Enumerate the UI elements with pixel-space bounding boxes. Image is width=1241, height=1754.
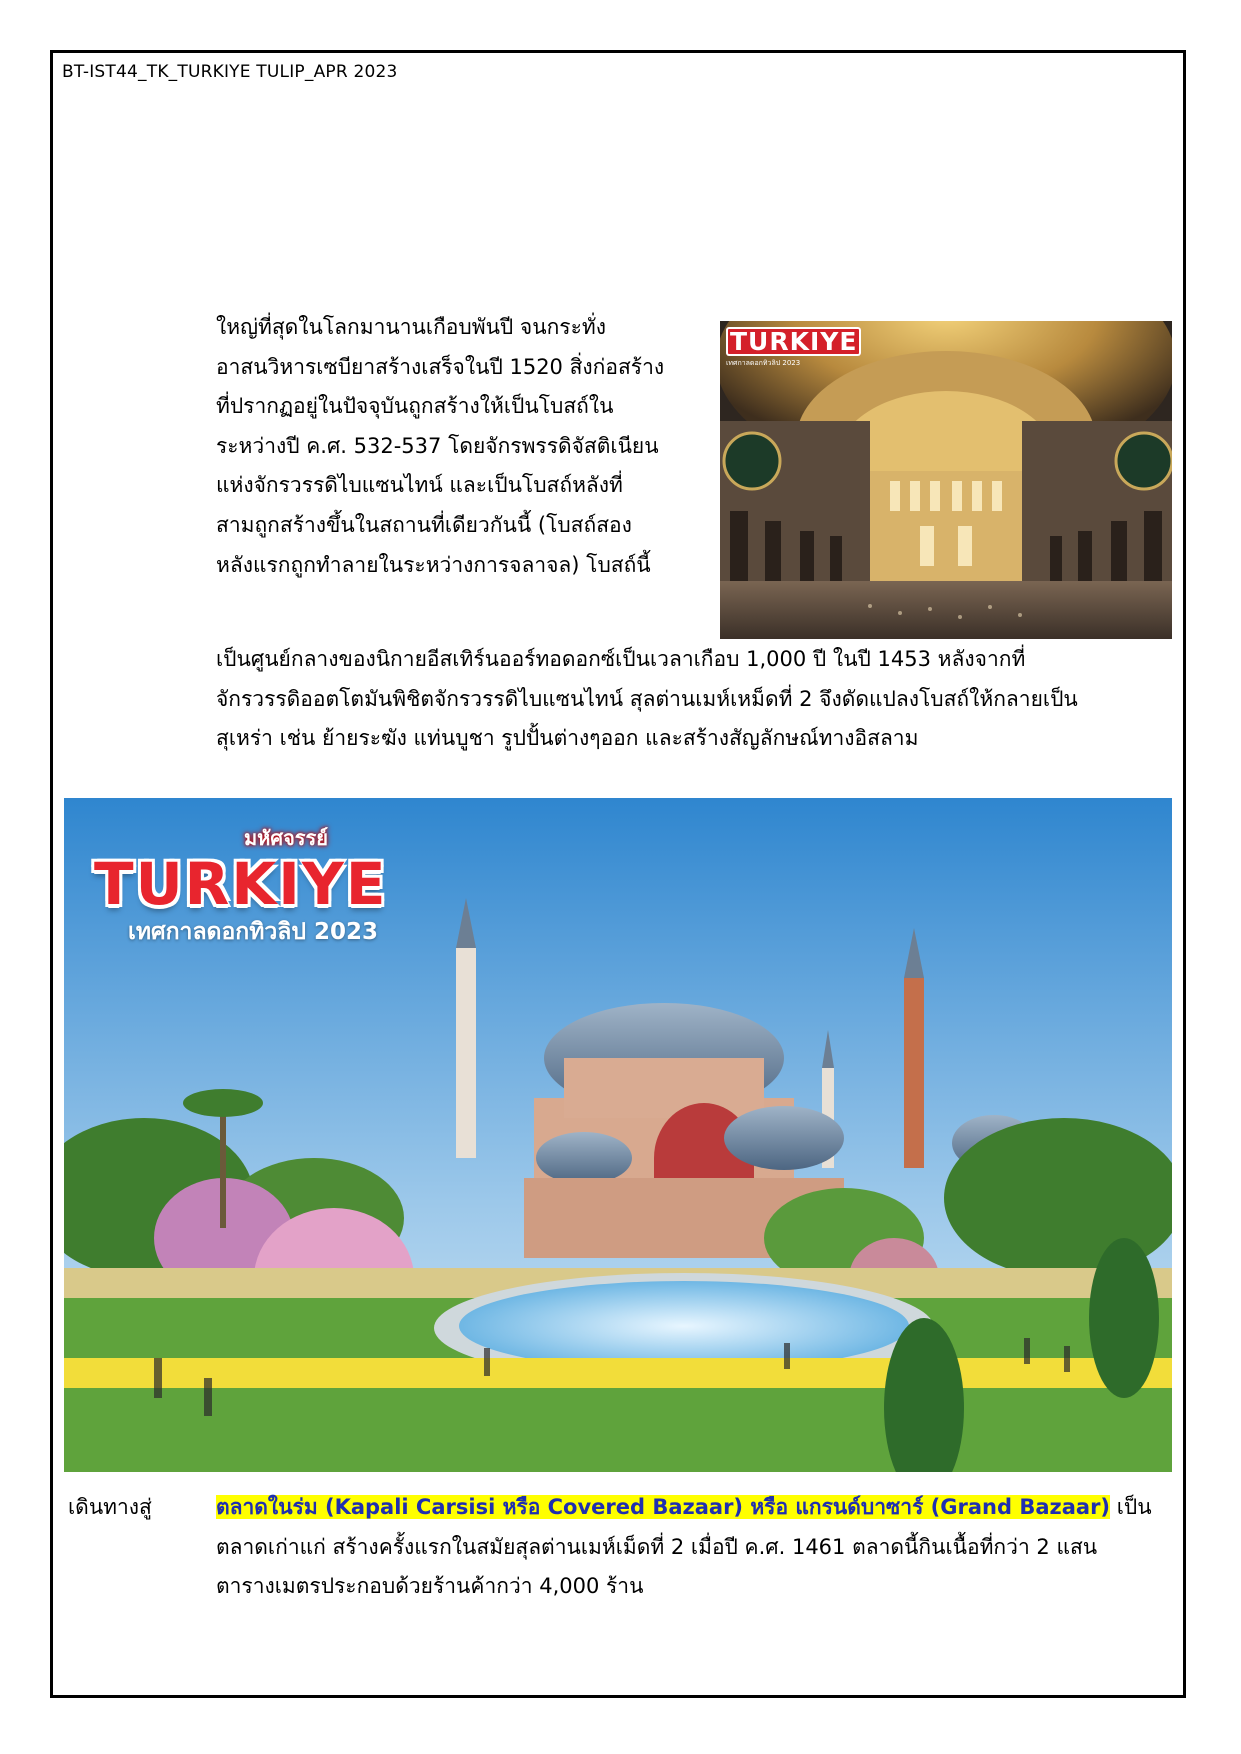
brand-logo-text: TURKIYE — [726, 327, 861, 356]
brand-logo-large — [94, 822, 387, 950]
text-line: สามถูกสร้างขึ้นในสถานที่เดียวกันนี้ (โบสถ์สอง — [216, 512, 632, 537]
document-code: BT-IST44_TK_TURKIYE TULIP_APR 2023 — [62, 62, 398, 82]
text-line: ระหว่างปี ค.ศ. 532-537 โดยจักรพรรดิจัสติเนียน — [216, 433, 659, 458]
brand-logo-prefix: มหัศจรรย์ — [244, 826, 328, 850]
hagia-sophia-exterior-photo — [64, 798, 1172, 1472]
text-line: แห่งจักรวรรดิไบแซนไทน์ และเป็นโบสถ์หลังที่ — [216, 473, 623, 498]
brand-logo-text: TURKIYE — [94, 850, 388, 918]
paragraph-grand-bazaar — [216, 1488, 1181, 1607]
text-line: สุเหร่า เช่น ย้ายระฆัง แท่นบูชา รูปปั้นต่างๆออก และสร้างสัญลักษณ์ทางอิสลาม — [216, 726, 919, 751]
brand-logo-small — [726, 327, 861, 369]
brand-logo-subtext: เทศกาลดอกทิวลิป 2023 — [726, 359, 801, 367]
text-line: ตารางเมตรประกอบด้วยร้านค้ากว่า 4,000 ร้าน — [216, 1574, 644, 1599]
highlighted-place-name: ตลาดในร่ม (Kapali Carsisi หรือ Covered Bazaar) หรือ แกรนด์บาซาร์ (Grand Bazaar) — [216, 1495, 1111, 1519]
text-line: จักรวรรดิออตโตมันพิชิตจักรวรรดิไบแซนไทน์ สุลต่านเมห์เหม็ดที่ 2 จึงดัดแปลงโบสถ์ให้กลายเป็น — [216, 686, 1078, 711]
text-line: อาสนวิหารเซบียาสร้างเสร็จในปี 1520 สิ่งก่อสร้าง — [216, 354, 665, 379]
travel-to-label: เดินทางสู่ — [68, 1495, 152, 1519]
text-line: ที่ปรากฏอยู่ในปัจจุบันถูกสร้างให้เป็นโบสถ์ใน — [216, 394, 614, 419]
text-line: ใหญ่ที่สุดในโลกมานานเกือบพันปี จนกระทั่ง — [216, 315, 606, 339]
text-line: เป็นศูนย์กลางของนิกายอีสเทิร์นออร์ทอดอกซ์เป็นเวลาเกือบ 1,000 ปี ในปี 1453 หลังจากที่ — [216, 647, 1026, 671]
paragraph-hagia-sophia-intro — [216, 308, 711, 585]
text-fragment: เป็น — [1110, 1495, 1152, 1519]
hagia-sophia-interior-photo — [720, 321, 1172, 639]
text-line: ตลาดเก่าแก่ สร้างครั้งแรกในสมัยสุลต่านเมห์เม็ดที่ 2 เมื่อปี ค.ศ. 1461 ตลาดนี้กินเนื้อที่กว่า 2 แสน — [216, 1534, 1098, 1559]
text-line: หลังแรกถูกทำลายในระหว่างการจลาจล) โบสถ์นี้ — [216, 552, 651, 577]
text-line — [216, 1488, 1181, 1528]
paragraph-hagia-sophia-history — [216, 640, 1181, 759]
brand-logo-subtext: เทศกาลดอกทิวลิป 2023 — [128, 919, 379, 945]
